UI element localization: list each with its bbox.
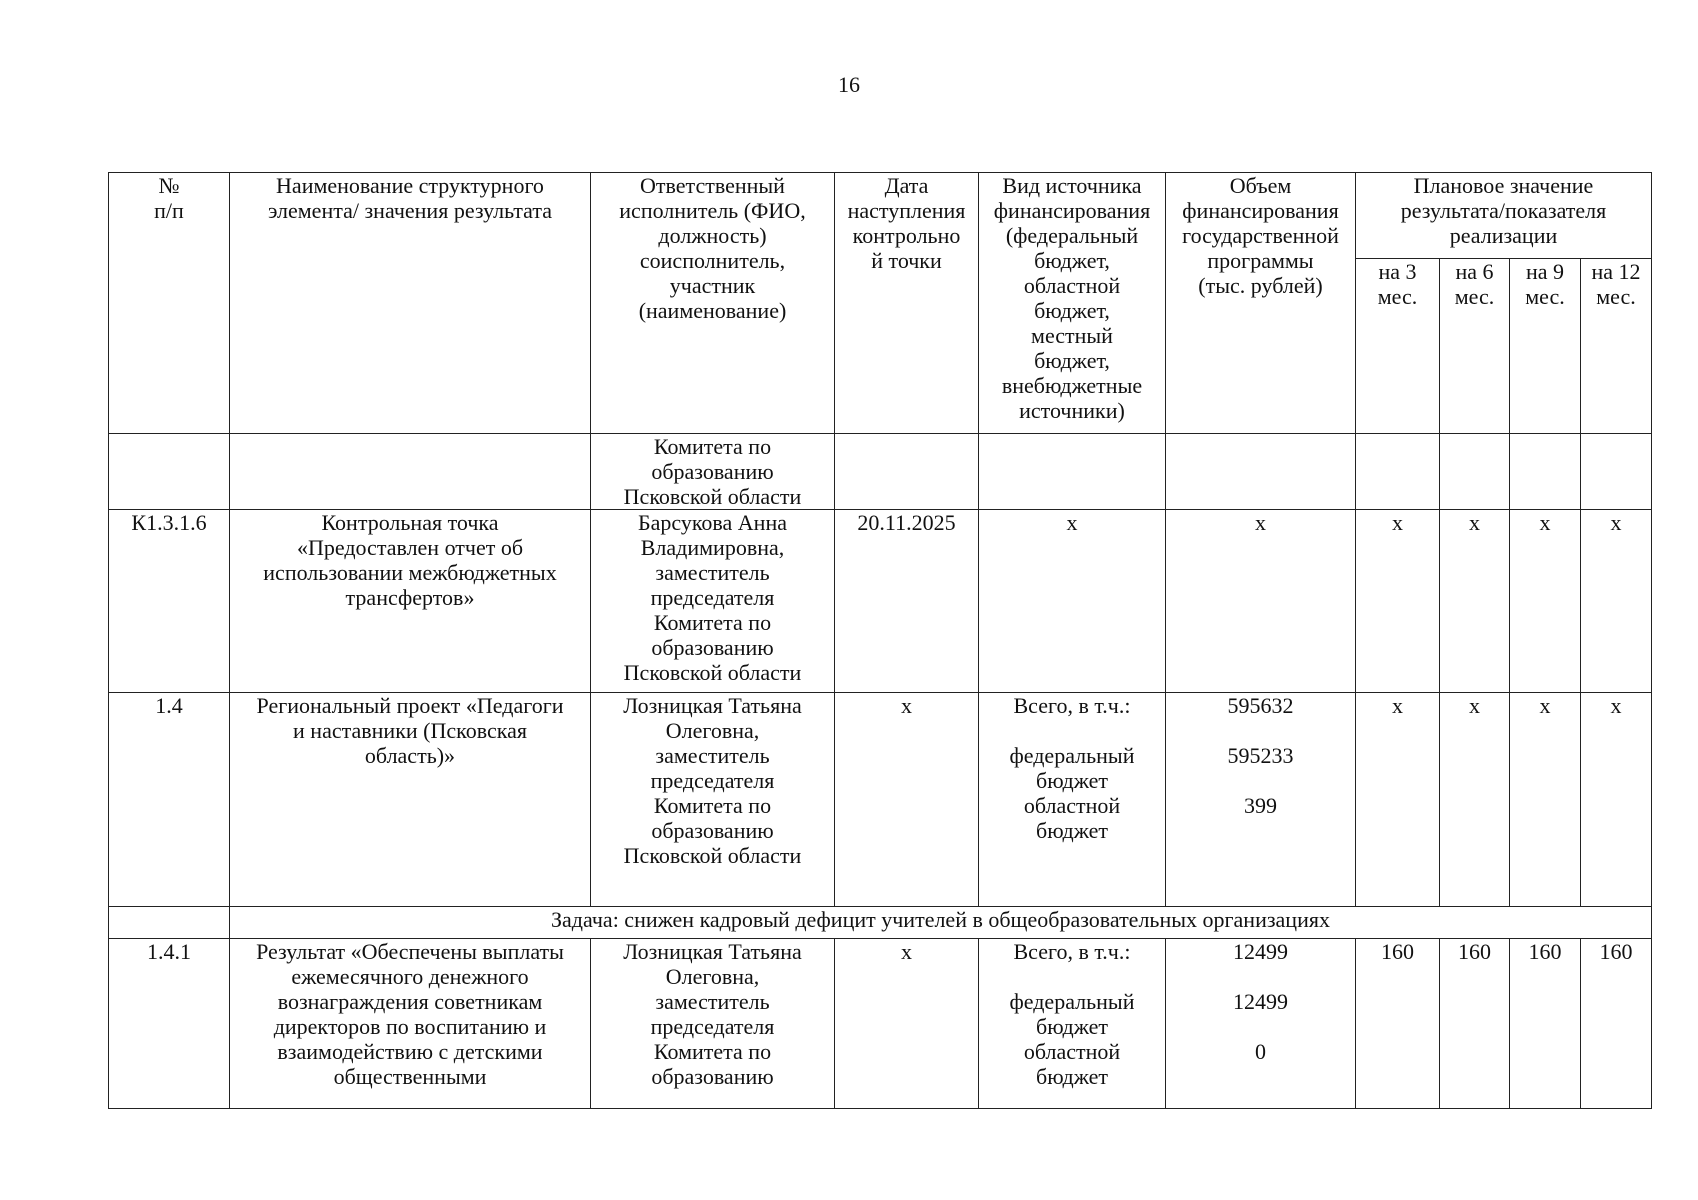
header-volume: Объем финансирования государственной программы (тыс. рублей): [1166, 173, 1356, 434]
row-m12: х: [1581, 510, 1652, 693]
row-name: Региональный проект «Педагоги и наставники (Псковская область)»: [230, 693, 591, 907]
header-date: Дата наступления контрольно й точки: [835, 173, 979, 434]
row-executor: Комитета по образованию Псковской области: [591, 434, 835, 510]
row-volume: [1166, 434, 1356, 510]
task-row: [109, 907, 1652, 939]
row-m9: [1510, 434, 1581, 510]
row-m9: х: [1510, 693, 1581, 907]
row-num: 1.4: [109, 693, 230, 907]
row-date: 20.11.2025: [835, 510, 979, 693]
row-m9: 160: [1510, 939, 1581, 1109]
header-name: Наименование структурного элемента/ значения результата: [230, 173, 591, 434]
row-name: [230, 434, 591, 510]
row-source: х: [979, 510, 1166, 693]
row-m6: х: [1440, 510, 1510, 693]
header-m12: на 12 мес.: [1581, 259, 1652, 434]
row-m3: 160: [1356, 939, 1440, 1109]
row-m12: х: [1581, 693, 1652, 907]
row-m6: 160: [1440, 939, 1510, 1109]
header-m3: на 3 мес.: [1356, 259, 1440, 434]
row-name: Контрольная точка «Предоставлен отчет об использовании межбюджетных трансфертов»: [230, 510, 591, 693]
row-volume: 12499 12499 0: [1166, 939, 1356, 1109]
header-row: [109, 173, 1652, 259]
table-row: [109, 939, 1652, 1109]
row-m9: х: [1510, 510, 1581, 693]
row-m6: х: [1440, 693, 1510, 907]
header-num: № п/п: [109, 173, 230, 434]
row-executor: Барсукова Анна Владимировна, заместитель председателя Комитета по образованию Псковской области: [591, 510, 835, 693]
row-num: К1.3.1.6: [109, 510, 230, 693]
task-text: Задача: снижен кадровый дефицит учителей в общеобразовательных организациях: [230, 907, 1652, 939]
row-m12: [1581, 434, 1652, 510]
table-row: [109, 510, 1652, 693]
row-source: [979, 434, 1166, 510]
row-executor: Лозницкая Татьяна Олеговна, заместитель председателя Комитета по образованию Псковской области: [591, 693, 835, 907]
row-num: [109, 907, 230, 939]
table-row: [109, 434, 1652, 510]
row-m3: [1356, 434, 1440, 510]
row-m6: [1440, 434, 1510, 510]
header-m6: на 6 мес.: [1440, 259, 1510, 434]
row-num: [109, 434, 230, 510]
row-m3: х: [1356, 693, 1440, 907]
page-number: 16: [838, 72, 860, 97]
header-planned: Плановое значение результата/показателя реализации: [1356, 173, 1652, 259]
table-row: [109, 693, 1652, 907]
row-executor: Лозницкая Татьяна Олеговна, заместитель председателя Комитета по образованию: [591, 939, 835, 1109]
row-date: х: [835, 939, 979, 1109]
row-num: 1.4.1: [109, 939, 230, 1109]
row-m3: х: [1356, 510, 1440, 693]
plan-table: [108, 172, 1652, 1109]
row-name: Результат «Обеспечены выплаты ежемесячного денежного вознаграждения советникам директоров по воспитанию и взаимодействию с детскими общественными: [230, 939, 591, 1109]
row-source: Всего, в т.ч.: федеральный бюджет областной бюджет: [979, 939, 1166, 1109]
row-date: х: [835, 693, 979, 907]
header-source: Вид источника финансирования (федеральный бюджет, областной бюджет, местный бюджет, внебюджетные источники): [979, 173, 1166, 434]
row-m12: 160: [1581, 939, 1652, 1109]
header-executor: Ответственный исполнитель (ФИО, должность) соисполнитель, участник (наименование): [591, 173, 835, 434]
row-volume: х: [1166, 510, 1356, 693]
row-volume: 595632 595233 399: [1166, 693, 1356, 907]
row-source: Всего, в т.ч.: федеральный бюджет областной бюджет: [979, 693, 1166, 907]
header-m9: на 9 мес.: [1510, 259, 1581, 434]
row-date: [835, 434, 979, 510]
